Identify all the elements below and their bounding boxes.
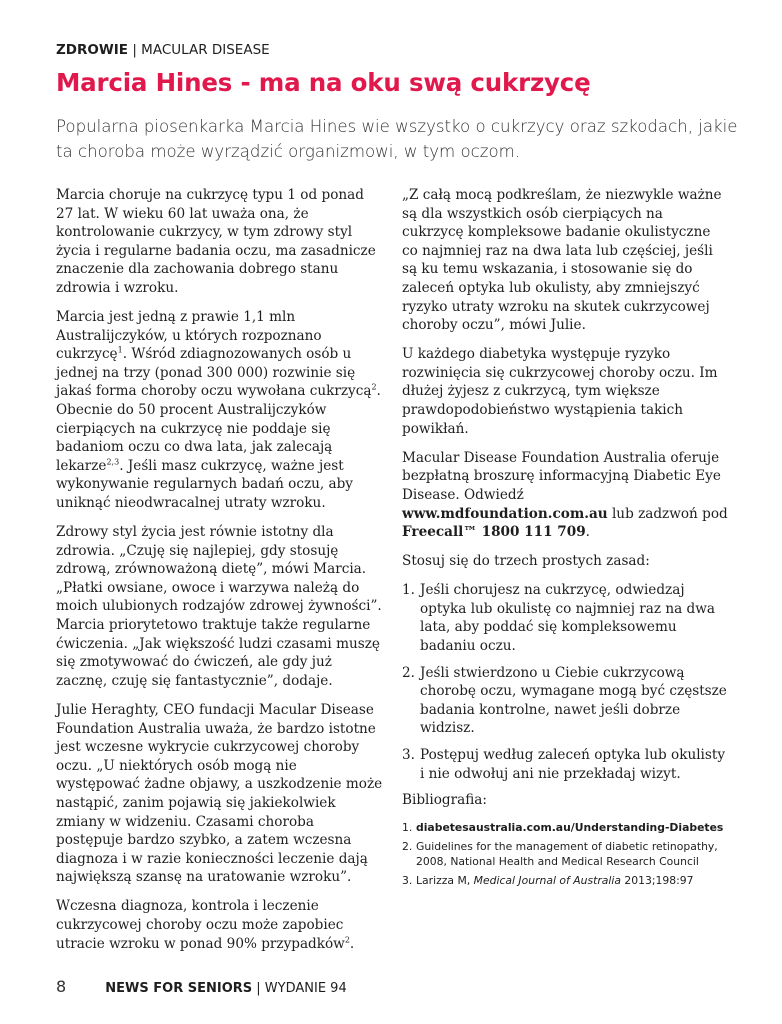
left-column: [56, 186, 384, 964]
reference-link[interactable]: diabetesaustralia.com.au/Understanding-Diabetes: [416, 821, 724, 835]
page-footer: [56, 977, 347, 996]
paragraph: Marcia choruje na cukrzycę typu 1 od ponad 27 lat. W wieku 60 lat uważa ona, że kontrolowanie cukrzycy, w tym zdrowy styl życia i regularne badania oczu, ma zasadnicze znaczenie dla zachowania dobrego stanu zdrowia i wzroku.: [56, 187, 376, 296]
paragraph: U każdego diabetyka występuje ryzyko rozwinięcia się cukrzycowej choroby oczu. Im dłużej żyjesz z cukrzycą, tym większe prawdopodobieństwo wystąpienia takich powikłań.: [402, 346, 718, 437]
paragraph: Stosuj się do trzech prostych zasad:: [402, 553, 650, 570]
list-item: 1. Jeśli chorujesz na cukrzycę, odwiedzaj optyka lub okulistę co najmniej raz na dwa lata, aby poddać się kompleksowemu badaniu oczu.: [402, 582, 715, 655]
list-item: 3. Postępuj według zaleceń optyka lub okulisty i nie odwołuj ani nie przekładaj wizyt.: [402, 747, 726, 782]
article-title: Marcia Hines - ma na oku swą cukrzycę: [56, 68, 591, 97]
list-item: 2. Jeśli stwierdzono u Ciebie cukrzycową chorobę oczu, wymagane mogą być częstsze badania kontrolne, nawet jeśli dobrze widzisz.: [402, 664, 727, 737]
paragraph: Macular Disease Foundation Australia oferuje bezpłatną broszurę informacyjną Diabetic Eye Disease. Odwiedź www.mdfoundation.com.au lub zadzwoń pod Freecall™ 1800 111 709.: [402, 449, 728, 541]
right-column: [402, 186, 728, 892]
rules-list: [402, 581, 728, 783]
subsection-name: MACULAR DISEASE: [141, 42, 270, 58]
issue-number: WYDANIE 94: [264, 981, 347, 996]
bibliography-list: [402, 820, 728, 888]
phone-number: Freecall™ 1800 111 709: [402, 524, 586, 541]
paragraph: Julie Heraghty, CEO fundacji Macular Disease Foundation Australia uważa, że bardzo istotne jest wczesne wykrycie cukrzycowej choroby oczu. „U niektórych osób mogą nie występować żadne objawy, a uszkodzenie może nastąpić, zanim pojawią się jakiekolwiek zmiany w widzeniu. Czasami choroba postępuje bardzo szybko, a zatem wczesna diagnoza i w razie konieczności leczenie dają największą szansę na uratowanie wzroku”.: [56, 701, 383, 886]
paragraph: Zdrowy styl życia jest równie istotny dla zdrowia. „Czuję się najlepiej, gdy stosuję zdrową, zrównoważoną dietę”, mówi Marcia. „Płatki owsiane, owoce i warzywa należą do moich ulubionych rodzajów zdrowej żywności”. Marcia priorytetowo traktuje także regularne ćwiczenia. „Jak większość ludzi czasami muszę się zmotywować do ćwiczeń, ale gdy już zacznę, czuję się fantastycznie”, dodaje.: [56, 524, 382, 689]
paragraph: Marcia jest jedną z prawie 1,1 mln Australijczyków, u których rozpoznano cukrzycę$^1$. Wśród zdiagnozowanych osób u jednej na trzy (ponad 300 000) rozwinie się jakaś forma choroby oczu wywołana cukrzycą$^2$. Obecnie do 50 procent Australijczyków cierpiących na cukrzycę nie poddaje się badaniom oczu co dwa lata, jak zalecają lekarze$^{2,3}$. Jeśli masz cukrzycę, ważne jest wykonywanie regularnych badań oczu, aby uniknąć nieodwracalnej utraty wzroku.: [56, 309, 381, 511]
paragraph: Wczesna diagnoza, kontrola i leczenie cukrzycowej choroby oczu może zapobiec utracie wzroku w ponad 90% przypadków$^2$.: [56, 898, 355, 952]
bibliography-heading: Bibliografia:: [402, 792, 487, 809]
reference-item: 2. Guidelines for the management of diabetic retinopathy, 2008, National Health and Medical Research Council: [402, 840, 718, 869]
section-tag: [56, 42, 270, 58]
section-separator: |: [132, 42, 137, 58]
page-number: 8: [56, 977, 67, 996]
article-lead: Popularna piosenkarka Marcia Hines wie wszystko o cukrzycy oraz szkodach, jakie ta choroba może wyrządzić organizmowi, w tym oczom.: [56, 117, 738, 161]
publication-name: NEWS FOR SENIORS: [105, 981, 253, 996]
publication-info: NEWS FOR SENIORS | WYDANIE 94: [105, 981, 347, 996]
paragraph: „Z całą mocą podkreślam, że niezwykle ważne są dla wszystkich osób cierpiących na cukrzycę kompleksowe badanie okulistyczne co najmniej raz na dwa lata lub częściej, jeśli są ku temu wskazania, i stosowanie się do zaleceń optyka lub okulisty, aby zmniejszyć ryzyko utraty wzroku na skutek cukrzycowej choroby oczu”, mówi Julie.: [402, 187, 722, 334]
reference-item: 1. diabetesaustralia.com.au/Understanding-Diabetes: [402, 821, 724, 835]
section-name: ZDROWIE: [56, 42, 129, 58]
reference-item: 3. Larizza M, Medical Journal of Australia 2013;198:97: [402, 874, 694, 888]
website-link[interactable]: www.mdfoundation.com.au: [402, 505, 608, 522]
